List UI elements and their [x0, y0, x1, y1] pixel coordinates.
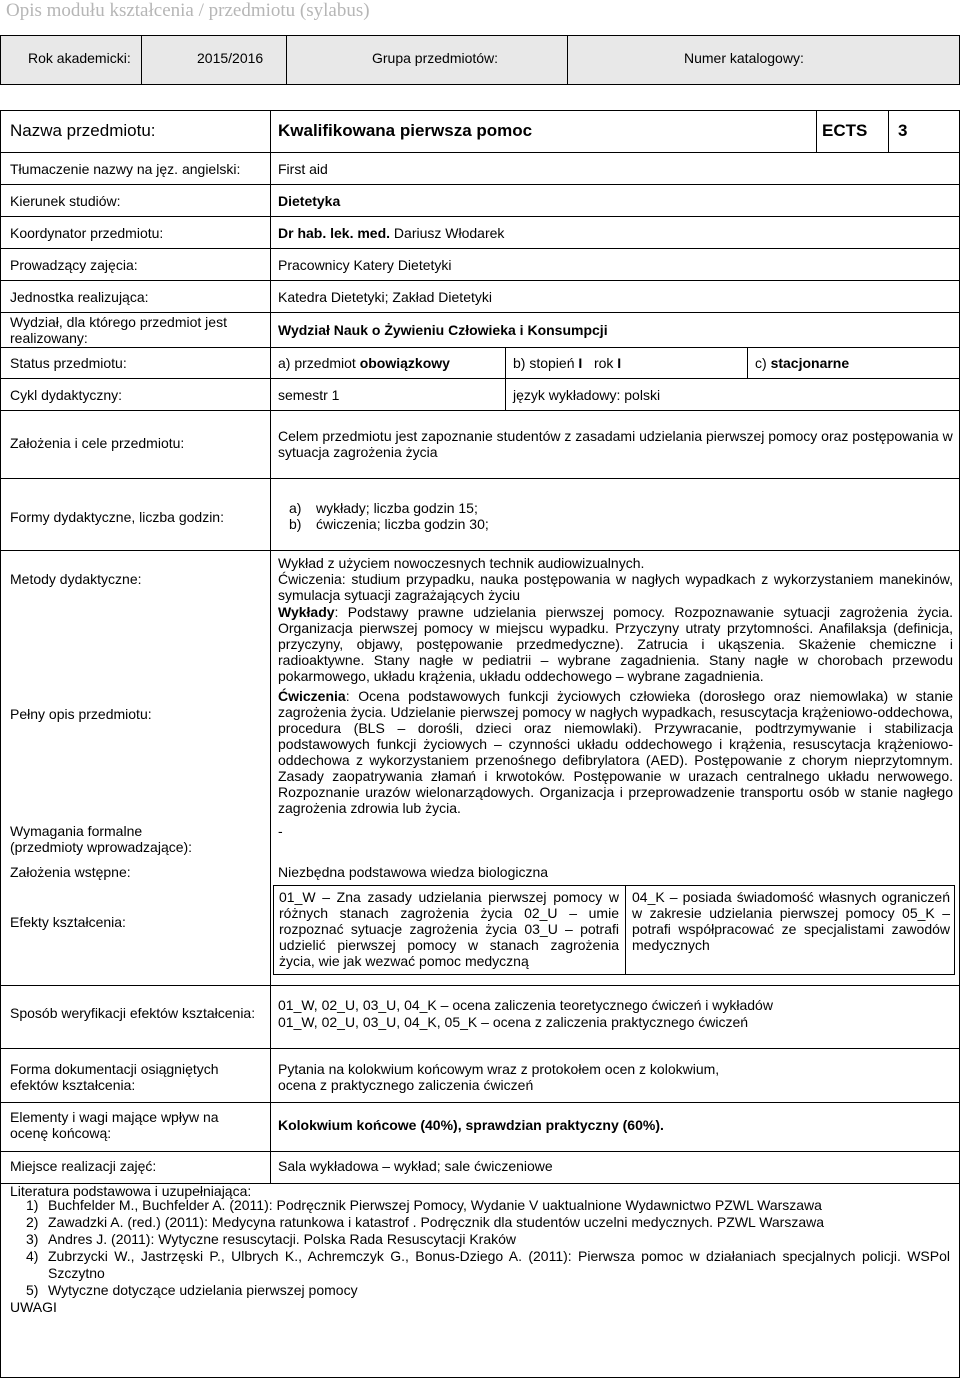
- forms-label: Formy dydaktyczne, liczba godzin:: [10, 509, 224, 525]
- translation-value: First aid: [278, 161, 328, 177]
- methods-1: Wykład z użyciem nowoczesnych technik audiowizualnych.: [278, 555, 645, 571]
- methods-2: Ćwiczenia: studium przypadku, nauka postępowania w nagłych wypadkach z wykorzystaniem manekinów, symulacja sytuacji zagrażających życiu: [278, 571, 953, 603]
- weights-value: Kolokwium końcowe (40%), sprawdzian praktyczny (60%).: [278, 1117, 664, 1133]
- documentation-label-1: Forma dokumentacji osiągniętych: [10, 1061, 219, 1077]
- academic-year-label: Rok akademicki:: [28, 50, 131, 66]
- assumptions-value: Niezbędna podstawowa wiedza biologiczna: [278, 864, 549, 880]
- cycle-value: semestr 1: [278, 387, 340, 403]
- course-name-value: Kwalifikowana pierwsza pomoc: [278, 121, 533, 140]
- status-a: a) przedmiot obowiązkowy: [278, 355, 450, 371]
- cycle-label: Cykl dydaktyczny:: [10, 387, 123, 403]
- forms-b: ćwiczenia; liczba godzin 30;: [316, 516, 489, 532]
- ects-value: 3: [898, 121, 908, 140]
- aims-label: Założenia i cele przedmiotu:: [10, 435, 185, 451]
- status-label: Status przedmiotu:: [10, 355, 127, 371]
- weights-label-1: Elementy i wagi mające wpływ na: [10, 1109, 219, 1125]
- translation-label: Tłumaczenie nazwy na jęz. angielski:: [10, 161, 241, 177]
- description-lectures: Wykłady: Podstawy prawne udzielania pierwszej pomocy. Rozpoznawanie sytuacji zagrożenia życia. Organizacja pierwszej pomocy w miejscu wypadku. Przyczyny utraty przytomności. Anafilaksja (definicja, przyczyny, objawy, postępowanie przedmedyczne). Zatrucia i ukąszenia. Skażenie chemiczne i radioaktywne. Stany nagłe w pediatrii – wybrane zagadnienia. Stany nagłe w chorobach przewodu pokarmowego, układu krążenia, układu oddechowego – wybrane zagadnienia.: [278, 604, 953, 684]
- weights-label-2: ocenę końcową:: [10, 1125, 112, 1141]
- aims-value: Celem przedmiotu jest zapoznanie studentów z zasadami udzielania pierwszej pomocy oraz postępowania w sytuacja zagrożenia życia: [278, 428, 953, 460]
- course-name-label: Nazwa przedmiotu:: [10, 121, 156, 140]
- verification-1: 01_W, 02_U, 03_U, 04_K – ocena zaliczenia teoretycznego ćwiczeń i wykładów: [278, 997, 773, 1013]
- literature-label: Literatura podstawowa i uzupełniająca:: [10, 1183, 252, 1199]
- documentation-label-2: efektów kształcenia:: [10, 1077, 136, 1093]
- documentation-2: ocena z praktycznego zaliczenia ćwiczeń: [278, 1077, 534, 1093]
- description-exercises: Ćwiczenia: Ocena podstawowych funkcji życiowych człowieka (dorosłego oraz niemowlaka) w stanie zagrożenia życia. Udzielanie pierwszej pomocy w nagłych wypadkach, resuscytacja krążeniowo-oddechowa, procedura (BLS – dorośli, dzieci oraz niemowlaki). Przywracanie, podtrzymywanie i stabilizacja podstawowych funkcji życiowych – czynności układu oddechowego i krążenia, resuscytacja krążeniowo-oddechowa z wykorzystaniem przenośnego defibrylatora (AED). Postępowanie z chorym nieprzytomnym. Zasady zaopatrywania złamań i krwotoków. Postępowanie w urazach centralnego układu nerwowego. Rozpoznanie urazów wielonarządowych. Organizacja i przeprowadzenie transportu osób w stanie nagłego zagrożenia zdrowia lub życia.: [278, 688, 953, 816]
- requirements-label-1: Wymagania formalne: [10, 823, 143, 839]
- coordinator-value: Dr hab. lek. med. Dariusz Włodarek: [278, 225, 505, 241]
- methods-label: Metody dydaktyczne:: [10, 571, 142, 587]
- forms-b-marker: b): [289, 516, 302, 532]
- instructors-value: Pracownicy Katery Dietetyki: [278, 257, 452, 273]
- language-label: język wykładowy: polski: [513, 387, 661, 403]
- status-c: c) stacjonarne: [755, 355, 850, 371]
- forms-a: wykłady; liczba godzin 15;: [316, 500, 478, 516]
- field-value: Dietetyka: [278, 193, 341, 209]
- field-label: Kierunek studiów:: [10, 193, 121, 209]
- faculty-label-2: realizowany:: [10, 330, 88, 346]
- status-b: b) stopień I rok I: [513, 355, 622, 371]
- literature-item: 4) Zubrzycki W., Jastrzęski P., Ulbrych K., Achremczyk G., Bonus-Dziego A. (2011): Pierwsza pomoc w działaniach specjalnych policji. WSPol Szczytno: [26, 1248, 950, 1281]
- instructors-label: Prowadzący zajęcia:: [10, 257, 138, 273]
- literature-item: 5) Wytyczne dotyczące udzielania pierwszej pomocy: [26, 1282, 358, 1298]
- description-label: Pełny opis przedmiotu:: [10, 706, 152, 722]
- catalog-number-label: Numer katalogowy:: [684, 50, 804, 66]
- subject-group-label: Grupa przedmiotów:: [372, 50, 499, 66]
- literature-item: 2) Zawadzki A. (red.) (2011): Medycyna ratunkowa i katastrof . Podręcznik dla studentów uczelni medycznych. PZWL Warszawa: [26, 1214, 825, 1230]
- assumptions-label: Założenia wstępne:: [10, 864, 131, 880]
- header-bar: [0, 35, 960, 85]
- literature-item: 3) Andres J. (2011): Wytyczne resuscytacji. Polska Rada Resuscytacji Kraków: [26, 1231, 517, 1247]
- faculty-value: Wydział Nauk o Żywieniu Człowieka i Konsumpcji: [278, 322, 608, 338]
- literature-list: [10, 1197, 950, 1299]
- faculty-label-1: Wydział, dla którego przedmiot jest: [10, 314, 227, 330]
- verification-label: Sposób weryfikacji efektów kształcenia:: [10, 1005, 256, 1021]
- place-value: Sala wykładowa – wykład; sale ćwiczeniowe: [278, 1158, 553, 1174]
- requirements-label-2: (przedmioty wprowadzające):: [10, 839, 193, 855]
- literature-item: 1) Buchfelder M., Buchfelder A. (2011): Podręcznik Pierwszej Pomocy, Wydanie V uaktualnione Wydawnictwo PZWL Warszawa: [26, 1197, 822, 1213]
- verification-2: 01_W, 02_U, 03_U, 04_K, 05_K – ocena z zaliczenia praktycznego ćwiczeń: [278, 1014, 749, 1030]
- place-label: Miejsce realizacji zajęć:: [10, 1158, 157, 1174]
- outcomes-right: 04_K – posiada świadomość własnych ograniczeń w zakresie udzielania pierwszej pomocy 05_K – potrafi współpracować ze specjalistami zawodów medycznych: [632, 889, 950, 953]
- requirements-value: -: [278, 823, 283, 839]
- forms-a-marker: a): [289, 500, 302, 516]
- document-title: Opis modułu kształcenia / przedmiotu (sylabus): [6, 0, 370, 21]
- unit-label: Jednostka realizująca:: [10, 289, 149, 305]
- documentation-1: Pytania na kolokwium końcowym wraz z protokołem ocen z kolokwium,: [278, 1061, 720, 1077]
- remarks-label: UWAGI: [10, 1299, 57, 1315]
- academic-year-value: 2015/2016: [197, 50, 264, 66]
- ects-label: ECTS: [822, 121, 868, 140]
- coordinator-label: Koordynator przedmiotu:: [10, 225, 164, 241]
- unit-value: Katedra Dietetyki; Zakład Dietetyki: [278, 289, 492, 305]
- outcomes-left: 01_W – Zna zasady udzielania pierwszej pomocy w różnych stanach zagrożenia życia 02_U – umie rozpoznać sytuacje zagrożenia życia 03_U – potrafi udzielić pierwszej pomocy w stanach zagrożenia życia, wie jak wezwać pomoc medyczną: [279, 889, 619, 969]
- outcomes-label: Efekty kształcenia:: [10, 914, 126, 930]
